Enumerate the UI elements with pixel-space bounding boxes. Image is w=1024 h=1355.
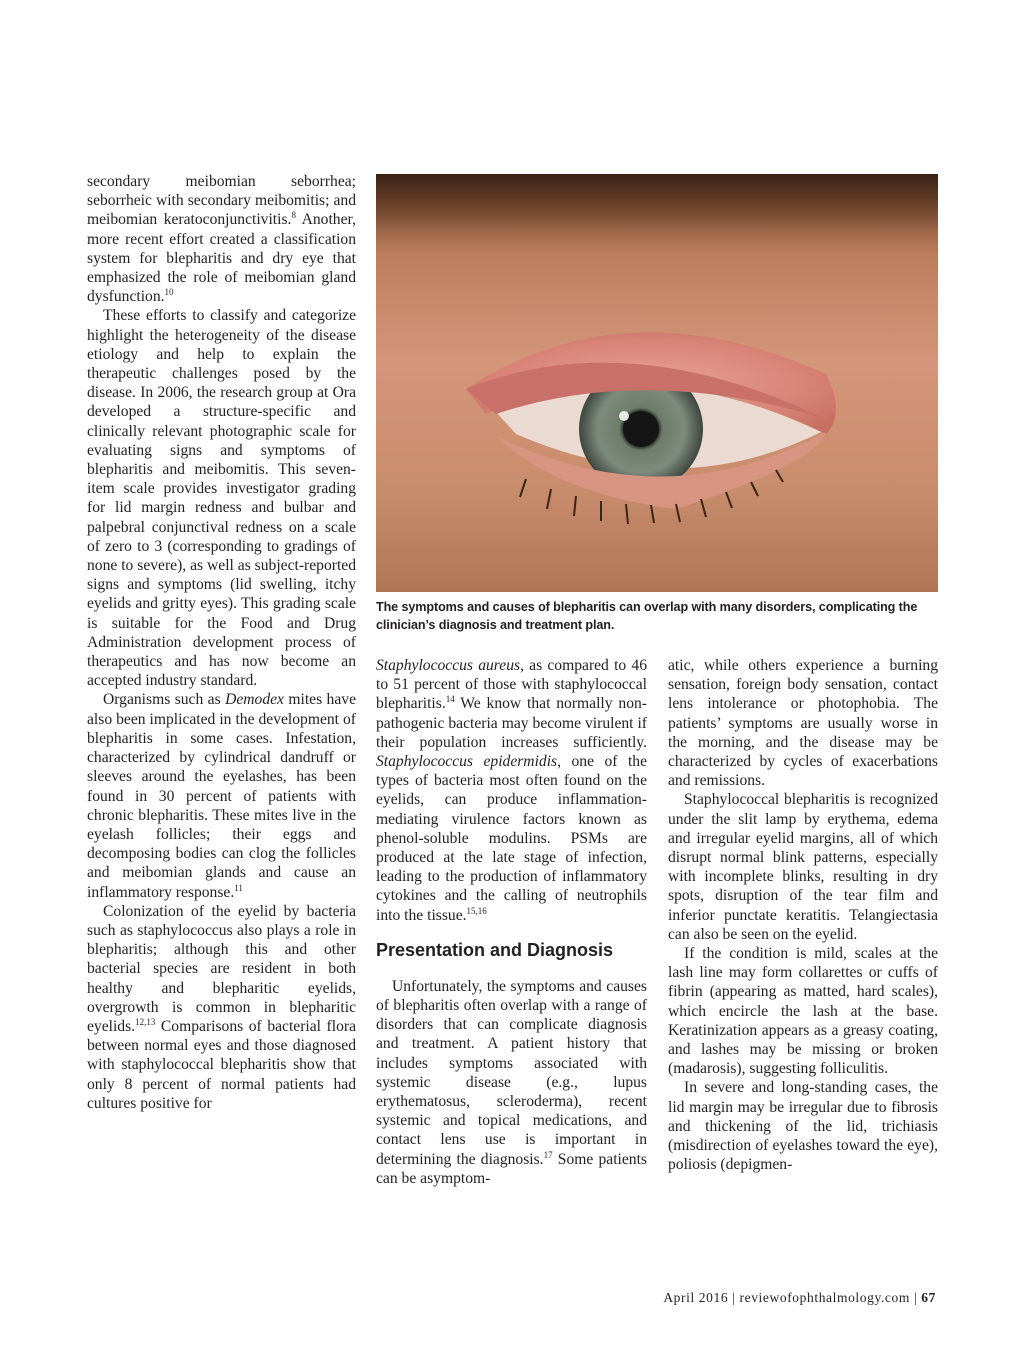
section-heading: Presentation and Diagnosis xyxy=(376,939,614,960)
figure-caption: The symptoms and causes of blepharitis can overlap with many disorders, complicating the clinician’s diagnosis and treatment plan. xyxy=(376,600,918,632)
paragraph: In severe and long-standing cases, the lid margin may be irregular due to fibrosis and thickening of the lid, trichiasis (misdirection of eyelashes toward the eye), poliosis (depigmen- xyxy=(668,1079,938,1174)
article-column-1 xyxy=(87,172,356,1113)
paragraph xyxy=(87,902,356,1113)
text-run: Unfortunately, the symptoms and causes of blepharitis often overlap with a range of disorders that can complicate diagnosis and treatment. A patient history that includes symptoms associated with systemic disease (e.g., lupus erythematosus, scleroderma), recent systemic and topical medications, and contact lens use is important in determining the diagnosis. xyxy=(376,977,647,1168)
reference-number: 11 xyxy=(234,882,243,893)
footer-separator: | xyxy=(732,1290,736,1305)
issue-date: April 2016 xyxy=(663,1290,729,1305)
paragraph: Staphylococcal blepharitis is recognized under the slit lamp by erythema, edema and irregular eyelid margins, all of which disrupt normal blink patterns, especially with incomplete blinks, resulting in dry spots, disruption of the tear film and inferior punctate keratitis. Telangiectasia can also be seen on the eyelid. xyxy=(668,791,938,943)
paragraph: If the condition is mild, scales at the lash line may form collarettes or cuffs of fibrin (appearing as matted, hard scales), which encircle the lash at the base. Keratinization appears as a greasy coating, and lashes may be missing or broken (madarosis), suggesting folliculitis. xyxy=(668,945,938,1078)
page-number: 67 xyxy=(921,1290,936,1305)
footer-separator: | xyxy=(913,1290,918,1305)
text-run: Comparisons of bacterial flora between normal eyes and those diagnosed with staphylococcal blepharitis show that only 8 percent of normal patients had cultures positive for xyxy=(87,1017,356,1112)
text-run: Another, more recent effort created a classification system for blepharitis and dry eye that emphasized the role of meibomian gland dysfunction. xyxy=(87,211,356,306)
italic-term: Demodex xyxy=(225,691,284,709)
website: reviewofophthalmology.com xyxy=(739,1290,910,1305)
reference-number: 17 xyxy=(543,1149,553,1160)
text-run: , one of the types of bacteria most often found on the eyelids, can produce inflammation-mediating virulence factors known as phenol-soluble modulins. PSMs are produced at the late stage of infection, leading to the production of inflammatory cytokines and the calling of neutrophils into the tissue. xyxy=(376,753,647,924)
reference-number: 12,13 xyxy=(135,1016,156,1027)
blepharitis-eye-image xyxy=(376,174,938,592)
text-run: mites have also been implicated in the development of blepharitis in some cases. Infestation, characterized by cylindrical dandruff or sleeves around the eyelashes, has been found in 30 percent of patients with chronic blepharitis. These mites live in the eyelash follicles; their eggs and decomposing bodies can clog the follicles and meibomian glands and cause an inflammatory response. xyxy=(87,691,356,901)
reference-number: 10 xyxy=(164,287,174,298)
eye-photo xyxy=(376,174,938,592)
reference-number: 15,16 xyxy=(466,905,487,916)
italic-term: Staphylococcus epidermidis xyxy=(376,753,558,771)
text-run: secondary meibomian seborrhea; seborrheic with secondary meibomitis; and meibomian keratoconjunctivitis. xyxy=(87,173,356,229)
reference-number: 14 xyxy=(445,694,455,705)
text-run: We know that normally non-pathogenic bacteria may become virulent if their population increases sufficiently. xyxy=(376,695,647,751)
paragraph xyxy=(376,977,647,1188)
paragraph xyxy=(376,656,647,925)
paragraph: atic, while others experience a burning sensation, foreign body sensation, contact lens intolerance or photophobia. The patients’ symptoms are usually worse in the morning, and the disease may be characterized by cycles of exacerbations and remissions. xyxy=(668,657,938,790)
article-column-2 xyxy=(376,656,647,1188)
article-column-3 xyxy=(668,656,938,1174)
paragraph xyxy=(87,172,356,306)
text-run: Colonization of the eyelid by bacteria such as staphylococcus also plays a role in blepharitis; although this and other bacterial species are resident in both healthy and blepharitic eyelids, overgrowth is common in blepharitic eyelids. xyxy=(87,902,356,1035)
reference-number: 8 xyxy=(291,210,296,221)
text-run: Organisms such as xyxy=(103,691,226,709)
paragraph xyxy=(87,690,356,901)
text-run: , as compared to 46 to 51 percent of those with staphylococcal blepharitis. xyxy=(376,657,647,713)
italic-term: Staphylococcus aureus xyxy=(376,657,521,674)
page-footer xyxy=(663,1290,936,1306)
paragraph: These efforts to classify and categorize highlight the heterogeneity of the disease etiology and help to explain the therapeutic challenges posed by the disease. In 2006, the research group at Ora developed a structure-specific and clinically relevant photographic scale for evaluating signs and symptoms of blepharitis and meibomitis. This seven-item scale provides investigator grading for lid margin redness and bulbar and palpebral conjunctival redness on a scale of zero to 3 (corresponding to gradings of none to severe), as well as subject-reported signs and symptoms (lid swelling, itchy eyelids and gritty eyes). This grading scale is suitable for the Food and Drug Administration development process of therapeutics and has now become an accepted industry standard. xyxy=(87,307,356,690)
text-run: Some patients can be asymptom- xyxy=(376,1150,647,1187)
